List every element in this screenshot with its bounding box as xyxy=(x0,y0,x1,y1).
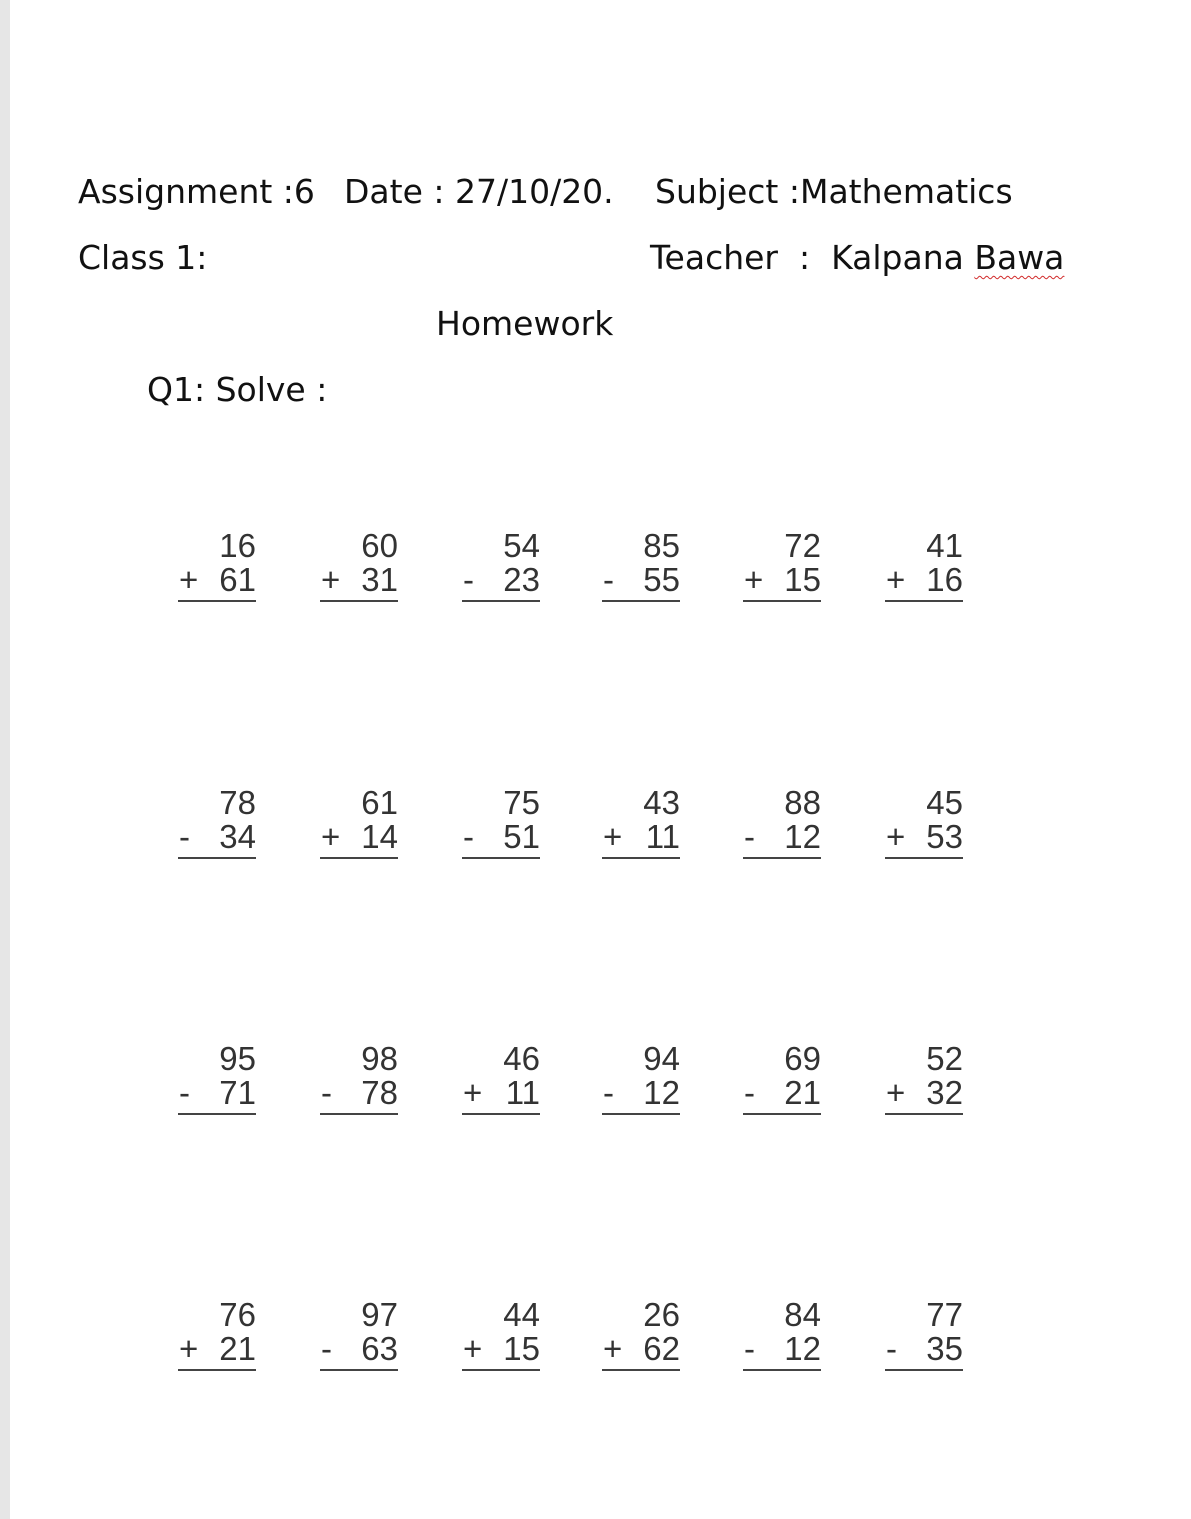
problem-operator: + xyxy=(321,561,341,598)
question-label: Q1: Solve : xyxy=(147,370,328,409)
problem-operator: + xyxy=(179,1330,199,1367)
problem-operator: - xyxy=(179,1074,190,1111)
problem-top-number: 98 xyxy=(361,1040,398,1077)
page-title: Homework xyxy=(436,304,614,343)
problem-bottom-line xyxy=(178,1076,256,1110)
problem-top-number: 46 xyxy=(503,1040,540,1077)
answer-line xyxy=(320,600,398,602)
problem-bottom-line xyxy=(178,563,256,597)
class-label: Class 1: xyxy=(78,238,208,277)
problem-bottom-number: 11 xyxy=(645,818,680,855)
answer-line xyxy=(885,600,963,602)
problem-top-number: 94 xyxy=(643,1040,680,1077)
problem-top-number: 43 xyxy=(643,784,680,821)
teacher-surname: Bawa xyxy=(974,238,1065,277)
problem-bottom-number: 11 xyxy=(505,1074,540,1111)
problem-bottom-line xyxy=(885,1332,963,1366)
problem-operator: + xyxy=(179,561,199,598)
subject-label: Subject :Mathematics xyxy=(655,172,1013,211)
math-problem xyxy=(462,786,540,859)
problem-bottom-number: 23 xyxy=(503,561,540,598)
problem-top-number: 78 xyxy=(219,784,256,821)
problem-bottom-number: 34 xyxy=(219,818,256,855)
problem-bottom-number: 16 xyxy=(926,561,963,598)
problem-top-number: 77 xyxy=(926,1296,963,1333)
math-problem xyxy=(602,1042,680,1115)
answer-line xyxy=(743,1113,821,1115)
problem-operator: + xyxy=(886,818,906,855)
answer-line xyxy=(743,600,821,602)
problem-bottom-number: 35 xyxy=(926,1330,963,1367)
answer-line xyxy=(462,600,540,602)
problem-top-number: 44 xyxy=(503,1296,540,1333)
math-problem xyxy=(743,529,821,602)
problem-operator: - xyxy=(886,1330,897,1367)
answer-line xyxy=(178,1369,256,1371)
math-problem xyxy=(885,786,963,859)
math-problem xyxy=(462,1042,540,1115)
math-problem xyxy=(743,786,821,859)
problem-top-number: 16 xyxy=(219,527,256,564)
problem-operator: + xyxy=(886,1074,906,1111)
problem-bottom-number: 53 xyxy=(926,818,963,855)
answer-line xyxy=(885,1113,963,1115)
answer-line xyxy=(602,600,680,602)
problem-operator: - xyxy=(463,561,474,598)
problem-bottom-line xyxy=(320,1076,398,1110)
math-problem xyxy=(462,529,540,602)
math-problem xyxy=(602,529,680,602)
answer-line xyxy=(602,857,680,859)
problem-bottom-number: 61 xyxy=(219,561,256,598)
problem-bottom-line xyxy=(178,820,256,854)
problem-bottom-line xyxy=(462,1076,540,1110)
answer-line xyxy=(602,1113,680,1115)
problem-operator: - xyxy=(603,1074,614,1111)
problem-operator: - xyxy=(744,1330,755,1367)
problem-bottom-line xyxy=(462,1332,540,1366)
problem-top-number: 84 xyxy=(784,1296,821,1333)
problem-bottom-number: 12 xyxy=(784,1330,821,1367)
problem-bottom-line xyxy=(602,1076,680,1110)
math-problem xyxy=(320,1042,398,1115)
problem-top-number: 97 xyxy=(361,1296,398,1333)
answer-line xyxy=(178,1113,256,1115)
problem-bottom-number: 62 xyxy=(643,1330,680,1367)
assignment-date: Date : 27/10/20. xyxy=(344,172,614,211)
math-problem xyxy=(885,1042,963,1115)
problem-operator: - xyxy=(603,561,614,598)
problem-operator: + xyxy=(886,561,906,598)
problem-operator: + xyxy=(463,1074,483,1111)
problem-bottom-number: 12 xyxy=(784,818,821,855)
problem-bottom-line xyxy=(320,563,398,597)
problem-top-number: 60 xyxy=(361,527,398,564)
assignment-number: Assignment :6 xyxy=(78,172,315,211)
problem-top-number: 72 xyxy=(784,527,821,564)
problem-bottom-number: 21 xyxy=(784,1074,821,1111)
math-problem xyxy=(602,1298,680,1371)
teacher-label xyxy=(650,238,1064,278)
problem-operator: + xyxy=(603,1330,623,1367)
math-problem xyxy=(178,1042,256,1115)
problem-bottom-line xyxy=(885,820,963,854)
problem-top-number: 45 xyxy=(926,784,963,821)
problem-top-number: 69 xyxy=(784,1040,821,1077)
problem-bottom-line xyxy=(743,1332,821,1366)
problem-operator: + xyxy=(463,1330,483,1367)
problem-top-number: 52 xyxy=(926,1040,963,1077)
problem-operator: - xyxy=(321,1330,332,1367)
problem-bottom-line xyxy=(178,1332,256,1366)
math-problem xyxy=(462,1298,540,1371)
answer-line xyxy=(320,1369,398,1371)
problem-bottom-number: 15 xyxy=(503,1330,540,1367)
problem-bottom-number: 51 xyxy=(503,818,540,855)
problem-operator: + xyxy=(321,818,341,855)
problem-operator: - xyxy=(463,818,474,855)
problem-bottom-line xyxy=(320,820,398,854)
teacher-prefix: Teacher : Kalpana xyxy=(650,238,975,277)
document-page xyxy=(10,0,1191,1519)
problem-bottom-number: 32 xyxy=(926,1074,963,1111)
answer-line xyxy=(320,1113,398,1115)
problem-bottom-line xyxy=(462,563,540,597)
problem-bottom-line xyxy=(462,820,540,854)
answer-line xyxy=(743,1369,821,1371)
problem-bottom-number: 31 xyxy=(361,561,398,598)
problem-top-number: 41 xyxy=(926,527,963,564)
problem-bottom-number: 63 xyxy=(361,1330,398,1367)
answer-line xyxy=(462,857,540,859)
answer-line xyxy=(178,600,256,602)
problem-bottom-line xyxy=(885,563,963,597)
problem-bottom-line xyxy=(743,1076,821,1110)
problem-bottom-number: 15 xyxy=(784,561,821,598)
math-problem xyxy=(320,786,398,859)
answer-line xyxy=(462,1113,540,1115)
problem-bottom-line xyxy=(602,820,680,854)
problem-bottom-line xyxy=(602,563,680,597)
answer-line xyxy=(885,857,963,859)
problem-top-number: 26 xyxy=(643,1296,680,1333)
answer-line xyxy=(743,857,821,859)
math-problem xyxy=(602,786,680,859)
problem-operator: + xyxy=(603,818,623,855)
math-problem xyxy=(743,1298,821,1371)
math-problem xyxy=(178,786,256,859)
problem-top-number: 76 xyxy=(219,1296,256,1333)
math-problem xyxy=(885,529,963,602)
problem-bottom-number: 55 xyxy=(643,561,680,598)
answer-line xyxy=(462,1369,540,1371)
math-problem xyxy=(320,529,398,602)
problem-top-number: 61 xyxy=(361,784,398,821)
math-problem xyxy=(178,1298,256,1371)
math-problem xyxy=(743,1042,821,1115)
answer-line xyxy=(602,1369,680,1371)
problem-top-number: 54 xyxy=(503,527,540,564)
problem-bottom-number: 12 xyxy=(643,1074,680,1111)
problem-bottom-number: 14 xyxy=(361,818,398,855)
math-problem xyxy=(178,529,256,602)
problem-bottom-number: 21 xyxy=(219,1330,256,1367)
math-problem xyxy=(885,1298,963,1371)
problem-operator: - xyxy=(321,1074,332,1111)
problem-bottom-number: 78 xyxy=(361,1074,398,1111)
problem-top-number: 75 xyxy=(503,784,540,821)
problem-top-number: 85 xyxy=(643,527,680,564)
math-problem xyxy=(320,1298,398,1371)
problem-operator: - xyxy=(744,818,755,855)
answer-line xyxy=(320,857,398,859)
problem-bottom-line xyxy=(885,1076,963,1110)
problem-bottom-line xyxy=(320,1332,398,1366)
problem-operator: + xyxy=(744,561,764,598)
problem-operator: - xyxy=(744,1074,755,1111)
problem-bottom-line xyxy=(743,820,821,854)
problem-operator: - xyxy=(179,818,190,855)
problem-top-number: 95 xyxy=(219,1040,256,1077)
problem-bottom-number: 71 xyxy=(219,1074,256,1111)
problem-bottom-line xyxy=(602,1332,680,1366)
answer-line xyxy=(885,1369,963,1371)
problem-bottom-line xyxy=(743,563,821,597)
problem-top-number: 88 xyxy=(784,784,821,821)
answer-line xyxy=(178,857,256,859)
